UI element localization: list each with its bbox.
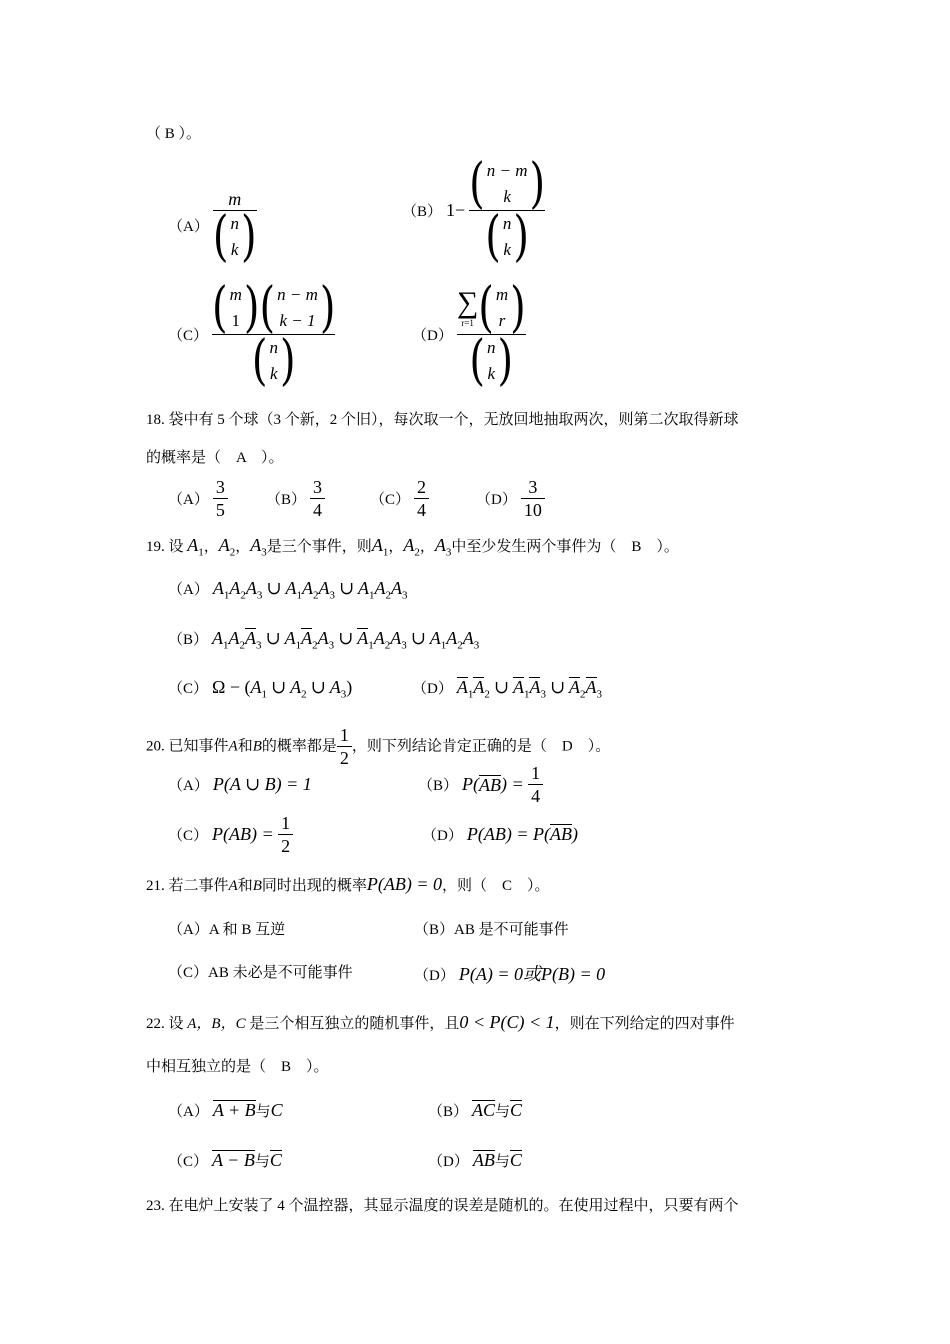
comma: ， bbox=[203, 539, 219, 555]
denominator: 5 bbox=[215, 500, 225, 520]
option-fraction bbox=[310, 476, 325, 521]
numerator: 1 bbox=[339, 725, 349, 745]
paren-left: ( bbox=[469, 152, 485, 216]
term-1: $A_1A_2A_3$ bbox=[212, 578, 263, 602]
q18-option-d bbox=[476, 476, 545, 521]
term-2: $A_1A_2A_3$ bbox=[285, 578, 335, 602]
var-a: A bbox=[228, 878, 238, 894]
event-c-complement: C bbox=[269, 1150, 282, 1170]
union-symbol: ∪ bbox=[338, 578, 355, 598]
term-4: $A_1A_2A_3$ bbox=[429, 628, 480, 652]
q22-stem-line-2: 中相互独立的是（ B ）。 bbox=[146, 1059, 329, 1075]
option-lhs: P(AB) = P( bbox=[466, 824, 550, 844]
var-b: B bbox=[252, 738, 262, 755]
var-b: B bbox=[252, 878, 262, 894]
option-fraction bbox=[213, 476, 228, 521]
q17-option-b bbox=[402, 152, 546, 269]
q20-option-b bbox=[418, 762, 543, 807]
option-expression: P(A) = 0或P(B) = 0 bbox=[458, 964, 606, 984]
q23-line-1: 23. 在电炉上安装了 4 个温控器，其显示温度的误差是随机的。在使用过程中，只要有两个 bbox=[146, 1198, 739, 1214]
q17-option-a-label: （A） bbox=[168, 219, 209, 235]
paren-right: ) bbox=[280, 329, 296, 393]
union-symbol: ∪ bbox=[266, 578, 282, 598]
paren-left: ( bbox=[485, 205, 501, 269]
option-label: （D） bbox=[422, 828, 463, 844]
q21-suffix: ，则（ C ）。 bbox=[442, 878, 550, 894]
union-symbol: ∪ bbox=[271, 677, 287, 697]
q21-stem bbox=[146, 874, 550, 896]
binom-top: n − m bbox=[486, 161, 528, 180]
event-a2: $A_2$ bbox=[218, 535, 236, 559]
term-3: $A_2A_3$ bbox=[569, 677, 603, 701]
term-1: $A_1A_2$ bbox=[456, 677, 490, 701]
q19-mid: 是三个事件，则 bbox=[266, 539, 372, 555]
binom-top: n bbox=[230, 214, 239, 233]
with-word: 与 bbox=[255, 1104, 271, 1120]
q19-suffix: 中至少发生两个事件为（ B ）。 bbox=[451, 539, 679, 555]
paren-left: ( bbox=[212, 276, 228, 340]
numerator: 3 bbox=[528, 477, 538, 497]
q18-line-1: 18. 袋中有 5 个球（3 个新，2 个旧），每次取一个，无放回地抽取两次，则第二次取得新球 bbox=[146, 412, 739, 428]
ab-overline: AB bbox=[549, 824, 572, 844]
q22-prefix: 22. 设 bbox=[146, 1016, 184, 1032]
q17-option-b-label: （B） bbox=[402, 204, 443, 220]
binom-bottom: k − 1 bbox=[279, 311, 316, 330]
event-a1: $A_1$ bbox=[250, 677, 268, 701]
binom-bottom: k bbox=[503, 187, 511, 206]
binom-bottom: k bbox=[503, 240, 511, 259]
numerator: 1 bbox=[281, 813, 291, 833]
option-fraction bbox=[414, 476, 429, 521]
binom-bottom: k bbox=[269, 364, 278, 383]
option-label: （D） bbox=[476, 492, 517, 508]
option-label: （A） bbox=[168, 582, 209, 598]
binom-top: n − m bbox=[277, 285, 318, 304]
event-c-complement: C bbox=[510, 1100, 523, 1120]
paren-right: ) bbox=[240, 205, 257, 269]
q19-option-d bbox=[412, 677, 602, 701]
option-label: （D） bbox=[428, 1154, 469, 1170]
term-1: $A_1A_2A_3$ bbox=[212, 628, 262, 652]
union-symbol: ∪ bbox=[410, 628, 426, 648]
half-fraction bbox=[337, 724, 352, 769]
numerator: 1 bbox=[531, 763, 541, 783]
comma: ， bbox=[419, 539, 435, 555]
q21-expression: P(AB) = 0 bbox=[366, 874, 443, 894]
option-label: （C） bbox=[370, 492, 411, 508]
term-2: $A_1A_3$ bbox=[512, 677, 546, 701]
overlined-expression: A − B bbox=[212, 1150, 255, 1170]
union-symbol: ∪ bbox=[265, 628, 281, 648]
denominator: 4 bbox=[417, 500, 427, 520]
event-c-complement: C bbox=[509, 1150, 522, 1170]
one-minus: 1− bbox=[446, 200, 466, 220]
q17-answer-line: （ B ）。 bbox=[146, 126, 202, 142]
q22-mid: 是三个相互独立的随机事件，且 bbox=[249, 1016, 460, 1032]
q21-option-d bbox=[414, 960, 605, 986]
paren-right: ) bbox=[529, 152, 546, 216]
prob-close: ) = bbox=[501, 774, 529, 794]
comma: ， bbox=[388, 539, 404, 555]
q17-option-b-fraction bbox=[469, 152, 546, 269]
numerator-product bbox=[212, 276, 336, 340]
q21-option-b: （B）AB 是不可能事件 bbox=[414, 922, 569, 938]
q22-stem-line-1 bbox=[146, 1012, 735, 1034]
q20-suffix: ，则下列结论肯定正确的是（ D ）。 bbox=[351, 738, 611, 755]
omega-minus: Ω − ( bbox=[212, 677, 251, 697]
close-paren: ) bbox=[346, 677, 353, 697]
q17-option-a bbox=[168, 188, 257, 269]
overlined-expression: AB bbox=[472, 1150, 495, 1170]
numerator: 2 bbox=[417, 477, 427, 497]
term-2: $A_1A_2A_3$ bbox=[284, 628, 335, 652]
binomial bbox=[212, 205, 257, 269]
sigma-group bbox=[457, 288, 478, 328]
union-symbol: ∪ bbox=[310, 677, 326, 697]
binom-top: m bbox=[495, 285, 509, 304]
comma: ， bbox=[235, 539, 251, 555]
option-label: （A） bbox=[168, 1104, 209, 1120]
q18-line-2: 的概率是（ A ）。 bbox=[146, 450, 284, 466]
sum-numerator bbox=[456, 276, 526, 340]
binomial-numerator bbox=[469, 152, 546, 216]
binom-top: n bbox=[487, 338, 496, 357]
binomial-1 bbox=[212, 276, 260, 340]
paren-right: ) bbox=[497, 329, 514, 393]
paren-right: ) bbox=[243, 276, 260, 340]
paren-right: ) bbox=[319, 276, 336, 340]
option-label: （B） bbox=[168, 632, 209, 648]
quarter-fraction bbox=[528, 762, 543, 807]
event-a1: $A_1$ bbox=[187, 535, 204, 559]
binom-top: m bbox=[229, 285, 242, 304]
paren-right: ) bbox=[510, 276, 526, 340]
q19-prefix: 19. 设 bbox=[146, 539, 184, 555]
event-a3: $A_3$ bbox=[250, 535, 267, 559]
denominator: 2 bbox=[281, 836, 291, 856]
sigma-subscript: r=1 bbox=[461, 318, 474, 328]
with-word: 与 bbox=[254, 1154, 270, 1170]
q22-option-b bbox=[428, 1100, 522, 1121]
overlined-expression: A + B bbox=[212, 1100, 256, 1120]
event-a3: $A_3$ bbox=[329, 677, 347, 701]
q20-option-d bbox=[422, 824, 578, 845]
q17-option-c bbox=[168, 276, 336, 393]
option-label: （A） bbox=[168, 778, 209, 794]
binom-bottom: r bbox=[498, 311, 506, 330]
numerator: m bbox=[228, 189, 242, 209]
prob-open: P( bbox=[462, 774, 480, 794]
paren-left: ( bbox=[212, 205, 229, 269]
close-paren: ) bbox=[571, 824, 578, 844]
sigma-icon: ∑ bbox=[456, 286, 479, 319]
q17-option-c-fraction bbox=[212, 276, 336, 393]
q22-vars: A，B，C bbox=[187, 1016, 246, 1032]
binomial-numerator bbox=[478, 276, 526, 340]
binomial-denominator bbox=[469, 329, 514, 393]
option-label: （B） bbox=[266, 492, 307, 508]
paren-right: ) bbox=[513, 205, 530, 269]
binomial-2 bbox=[259, 276, 336, 340]
paren-left: ( bbox=[469, 329, 486, 393]
ab-overline: AB bbox=[479, 775, 502, 795]
half-fraction bbox=[278, 812, 293, 857]
q19-option-b bbox=[168, 628, 479, 652]
q17-option-d bbox=[412, 276, 526, 393]
and-word: 和 bbox=[237, 878, 253, 894]
q22-option-a bbox=[168, 1100, 283, 1121]
paren-left: ( bbox=[251, 329, 268, 393]
event-c: C bbox=[270, 1100, 283, 1120]
q20-mid: 的概率都是 bbox=[261, 738, 337, 755]
numerator: 3 bbox=[313, 477, 323, 497]
var-a: A bbox=[228, 738, 238, 755]
union-symbol: ∪ bbox=[493, 677, 509, 697]
q17-option-d-fraction bbox=[456, 276, 526, 393]
paren-left: ( bbox=[478, 276, 494, 340]
option-label: （D） bbox=[412, 681, 453, 697]
binom-bottom: 1 bbox=[231, 311, 241, 330]
q21-prefix: 21. 若二事件 bbox=[146, 878, 229, 894]
q18-option-c bbox=[370, 476, 429, 521]
binomial-denominator bbox=[251, 329, 296, 393]
term-3: $A_1A_2A_3$ bbox=[357, 628, 407, 652]
q20-option-a bbox=[168, 774, 312, 795]
option-label: （A） bbox=[168, 492, 209, 508]
binom-bottom: k bbox=[487, 364, 496, 383]
denominator: 10 bbox=[523, 500, 542, 520]
q17-option-d-label: （D） bbox=[412, 328, 453, 344]
q18-option-b bbox=[266, 476, 325, 521]
union-symbol: ∪ bbox=[338, 628, 354, 648]
binomial-denominator bbox=[485, 205, 530, 269]
term-3: $A_1A_2A_3$ bbox=[358, 578, 408, 602]
with-word: 与 bbox=[495, 1104, 511, 1120]
binom-top: n bbox=[502, 214, 512, 233]
event-a2: $A_2$ bbox=[403, 535, 420, 559]
q18-option-a bbox=[168, 476, 228, 521]
q17-option-a-fraction bbox=[212, 188, 257, 269]
option-expression: P(A ∪ B) = 1 bbox=[212, 774, 312, 794]
q22-option-d bbox=[428, 1150, 522, 1171]
paren-left: ( bbox=[259, 276, 276, 340]
denominator: 4 bbox=[531, 786, 541, 806]
event-a3: $A_3$ bbox=[434, 535, 452, 559]
with-word: 与 bbox=[494, 1154, 510, 1170]
event-a2: $A_2$ bbox=[290, 677, 307, 701]
q21-option-c: （C）AB 未必是不可能事件 bbox=[168, 965, 353, 981]
q19-stem bbox=[146, 535, 679, 563]
option-label: （B） bbox=[428, 1104, 469, 1120]
union-symbol: ∪ bbox=[549, 677, 566, 697]
binom-bottom: k bbox=[230, 240, 239, 259]
and-word: 和 bbox=[237, 738, 253, 755]
binom-top: n bbox=[269, 338, 278, 357]
denominator: 4 bbox=[313, 500, 323, 520]
option-label: （C） bbox=[168, 681, 209, 697]
denominator: 2 bbox=[339, 748, 349, 768]
q21-mid: 同时出现的概率 bbox=[261, 878, 367, 894]
option-label: （C） bbox=[168, 1154, 209, 1170]
option-label: （D） bbox=[414, 968, 455, 984]
event-a1: $A_1$ bbox=[371, 535, 389, 559]
q21-option-a: （A）A 和 B 互逆 bbox=[168, 922, 286, 938]
option-lhs: P(AB) = bbox=[212, 824, 279, 844]
option-label: （B） bbox=[418, 778, 459, 794]
option-fraction bbox=[521, 476, 545, 521]
overlined-expression: AC bbox=[472, 1100, 496, 1120]
option-label: （C） bbox=[168, 828, 209, 844]
q20-option-c bbox=[168, 812, 293, 857]
q20-prefix: 20. 已知事件 bbox=[146, 738, 229, 755]
q22-option-c bbox=[168, 1150, 282, 1171]
q22-expression: 0 < P(C) < 1 bbox=[459, 1012, 555, 1032]
q19-option-c bbox=[168, 677, 352, 701]
q22-suffix: ，则在下列给定的四对事件 bbox=[554, 1016, 735, 1032]
q19-option-a bbox=[168, 578, 408, 602]
q17-option-c-label: （C） bbox=[168, 328, 209, 344]
numerator: 3 bbox=[215, 477, 225, 497]
